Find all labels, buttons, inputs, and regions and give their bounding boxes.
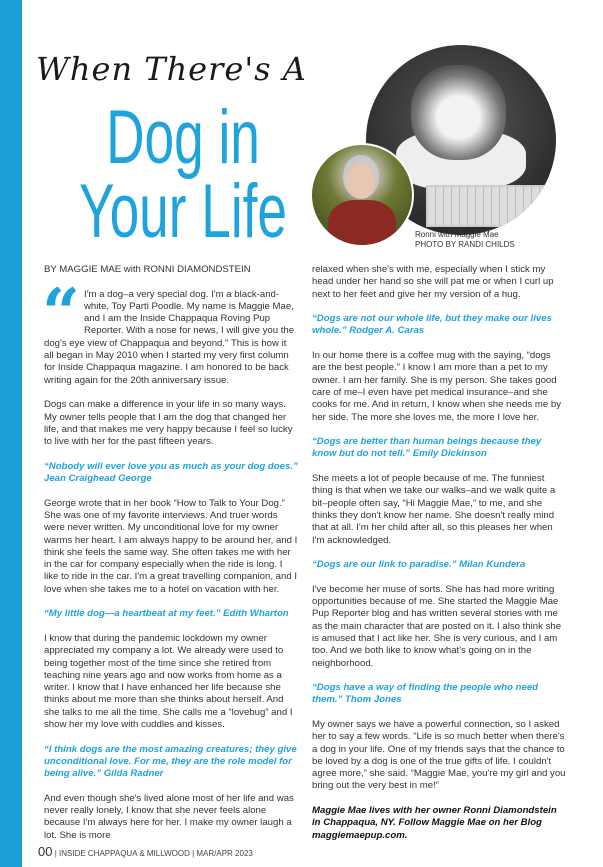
paragraph-text: She meets a lot of people because of me. The funniest thing is that when we take our walks–and we walk quite a bit–people often say, “Hi Maggie Mae,” to me, and she thinks they don't know her name. She doesn't really mind that at all. I'm her child after all, so this pleases her when I'm acknowledged. <box>312 473 556 546</box>
paragraph-text: “Dogs are better than human beings because they know but do not tell.” Emily Dickinson <box>312 436 542 460</box>
pull-quote <box>312 682 566 707</box>
paragraph-text: I'm a dog–a very special dog. I'm a black-and-white, Toy Parti Poodle. My name is Maggie Mae, and I am the Inside Chappaqua Roving Pup Reporter. With a nose for news, I will give you the dog's eye view of Chappaqua and beyond." This is how it all began in May 2010 when I started my very first column for Inside Chappaqua magazine. I am honored to be back writing again for the 20th anniversary issue. <box>44 288 295 386</box>
author-bio <box>312 805 566 842</box>
accent-sidebar-bar <box>0 0 22 867</box>
paragraph <box>42 273 298 387</box>
caption-text: Ronni with Maggie Mae <box>415 230 499 239</box>
paragraph <box>44 633 298 731</box>
paragraph-text: I know that during the pandemic lockdown my owner appreciated my company a lot. We already were used to being together most of the time since she retired from teaching nine years ago and now works from home as a writer. I know that I have enhanced her life because she thinks about me more than she thinks about herself. And she talks to me all the time. She calls me a “lovebug” and I show her my love with cuddles and kisses. <box>44 632 293 730</box>
photo-caption <box>415 230 515 250</box>
title-line-2: Your Life <box>78 169 288 254</box>
pull-quote <box>44 744 298 781</box>
article-column-left <box>44 264 298 854</box>
paragraph <box>312 719 566 793</box>
paragraph-text: My owner says we have a powerful connection, so I asked her to say a few words. “Life is so much better when there's a dog in your life. One of my friends says that the chance to be loved by a dog is one of the true gifts of life. I couldn't agree more,” she said. “Maggie Mae, you're my girl and you bring out the very best in me!” <box>312 718 566 792</box>
paragraph <box>312 584 566 670</box>
paragraph <box>44 498 298 596</box>
page-footer <box>38 845 253 861</box>
paragraph <box>312 264 566 301</box>
paragraph-text: “Nobody will ever love you as much as your dog does.” Jean Craighead George <box>44 460 298 485</box>
script-title: When There's A <box>36 50 307 88</box>
article-column-right <box>312 264 566 854</box>
paragraph-text: In our home there is a coffee mug with the saying, “dogs are the best people.” I know I am more than a pet to my owner. I am her family. She is my person. She takes good care of me–I even have pet medical insurance–and she cooks for me. And in return, I know when she needs me by her side. The more she loves me, the more I love her. <box>312 350 562 423</box>
photo-credit: PHOTO BY RANDI CHILDS <box>415 240 515 249</box>
page-number: 00 <box>38 844 53 859</box>
paragraph-text: George wrote that in her book “How to Talk to Your Dog.” She was one of my favorite interviews. And truer words were never written. My unconditional love for my owner warms her heart. I am always happy to be around her, and I think she feels the same way. She often takes me with her in the car for company especially when the ride is long. I like to ride in the car. I'm a great travelling companion, and I love when she takes me to a hotel on vacation with her. <box>44 497 298 595</box>
pull-quote <box>312 559 566 571</box>
paragraph-text: “I think dogs are the most amazing creatures; they give unconditional love. For me, they are the role model for being alive.” Gilda Radner <box>44 743 297 780</box>
pull-quote <box>44 461 298 486</box>
publication-info: | INSIDE CHAPPAQUA & MILLWOOD | MAR/APR 2023 <box>54 849 253 858</box>
title-line-1: Dog in <box>106 95 260 180</box>
dog-head <box>411 65 506 160</box>
paragraph-text: “Dogs are not our whole life, but they make our lives whole.” Rodger A. Caras <box>312 313 552 337</box>
pull-quote <box>312 436 566 461</box>
paragraph-text: “Dogs are our link to paradise.” Milan Kundera <box>312 559 526 571</box>
paragraph-text: “My little dog—a heartbeat at my feet.” Edith Wharton <box>44 608 289 620</box>
keyboard <box>426 185 556 227</box>
quote-mark-icon: “ <box>42 273 80 352</box>
owner-coat <box>328 200 396 247</box>
paragraph-text: I've become her muse of sorts. She has had more writing opportunities because of me. She started the Maggie Mae Pup Reporter blog and has written several stories with me as the main character that are posted on it. I also think she is amused that I act like her. She is very curious, and I am too. And we both like to know what's going on in the neighborhood. <box>312 583 562 669</box>
paragraph <box>312 350 566 424</box>
paragraph-text: relaxed when she's with me, especially when I stick my head under her hand so she will pat me or when I curl up next to her feet and give her my version of a hug. <box>312 264 554 300</box>
paragraph <box>312 473 566 547</box>
byline: BY MAGGIE MAE with RONNI DIAMONDSTEIN <box>44 264 251 275</box>
owner-face <box>347 163 375 199</box>
paragraph-text: “Dogs have a way of finding the people who need them.” Thom Jones <box>312 682 539 706</box>
pull-quote <box>312 313 566 338</box>
pull-quote <box>44 608 298 620</box>
paragraph-text: Dogs can make a difference in your life in so many ways. My owner tells people that I am the dog that changed her life, and that makes me very happy because I feel so lucky to live with her for the past fifteen years. <box>44 399 293 448</box>
paragraph <box>44 793 298 842</box>
paragraph <box>44 399 298 448</box>
paragraph-text: Maggie Mae lives with her owner Ronni Diamondstein in Chappaqua, NY. Follow Maggie Mae on her Blog maggiemaepup.com. <box>312 805 557 841</box>
paragraph-text: And even though she's lived alone most of her life and was never really lonely, I know that she never feels alone because I'm always here for her. I make my owner laugh a lot. She is more <box>44 792 294 841</box>
owner-photo <box>310 143 414 247</box>
